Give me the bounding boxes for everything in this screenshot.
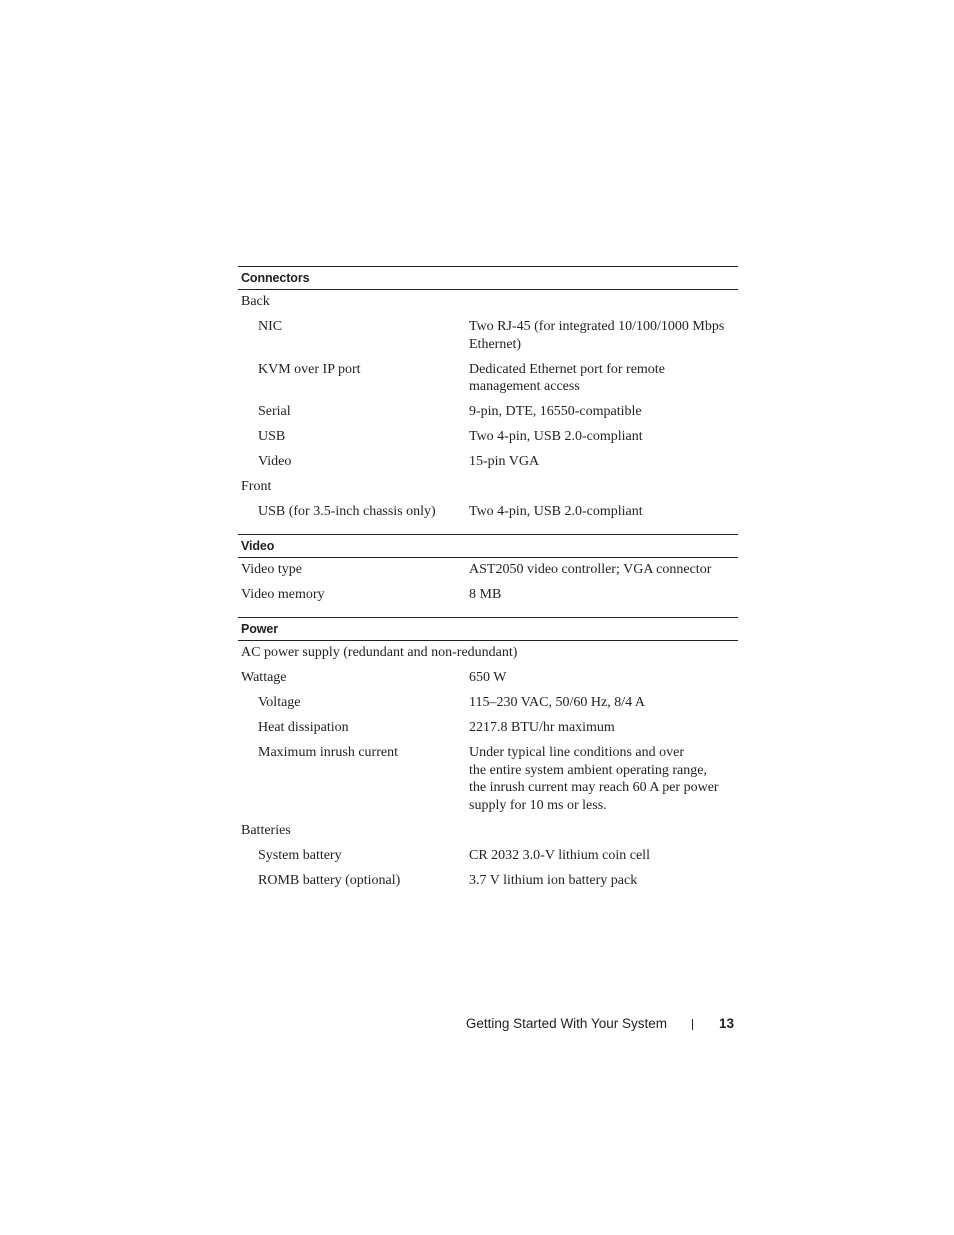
table-row	[238, 869, 738, 894]
connectors-section	[238, 266, 738, 525]
spec-value: 3.7 V lithium ion battery pack	[469, 872, 638, 888]
table-row	[238, 666, 738, 691]
spec-label: Voltage	[258, 695, 301, 710]
spec-value: 115–230 VAC, 50/60 Hz, 8/4 A	[469, 695, 645, 710]
spec-value: CR 2032 3.0-V lithium coin cell	[469, 847, 650, 863]
spec-value: 15-pin VGA	[469, 454, 540, 469]
connectors-header: Connectors	[238, 266, 738, 290]
spec-value: 8 MB	[469, 587, 502, 602]
spec-label: System battery	[258, 847, 342, 863]
table-row	[238, 315, 738, 358]
ac-power-group-row	[238, 641, 738, 666]
table-row	[238, 691, 738, 716]
table-row	[238, 741, 738, 819]
spec-label: Video type	[241, 562, 302, 577]
spec-value: 9-pin, DTE, 16550-compatible	[469, 404, 642, 419]
page-number: 13	[719, 1016, 735, 1031]
power-header: Power	[238, 617, 738, 641]
spec-label: Serial	[258, 404, 291, 419]
front-group-label: Front	[241, 479, 272, 494]
video-header: Video	[238, 534, 738, 558]
table-row	[238, 500, 738, 525]
spec-label: Wattage	[241, 670, 287, 685]
spec-label: USB	[258, 429, 286, 444]
table-row	[238, 425, 738, 450]
spec-value: Two RJ-45 (for integrated 10/100/1000 Mbps Ethernet)	[469, 319, 725, 352]
table-row	[238, 583, 738, 608]
spec-label: NIC	[258, 319, 283, 334]
video-section	[238, 534, 738, 608]
spec-value: AST2050 video controller; VGA connector	[469, 562, 712, 577]
spec-label: Video	[258, 454, 292, 469]
spec-label: KVM over IP port	[258, 361, 361, 377]
table-row	[238, 844, 738, 869]
batteries-group-row	[238, 819, 738, 844]
spec-value: Two 4-pin, USB 2.0-compliant	[469, 429, 643, 444]
spec-label: Video memory	[241, 587, 325, 602]
table-row	[238, 358, 738, 401]
spec-value: 2217.8 BTU/hr maximum	[469, 720, 615, 735]
front-group-row	[238, 475, 738, 500]
table-row	[238, 400, 738, 425]
back-group-row	[238, 290, 738, 315]
back-group-label: Back	[241, 294, 270, 309]
spec-label: ROMB battery (optional)	[258, 872, 401, 888]
ac-power-group-label: AC power supply (redundant and non-redundant)	[241, 645, 518, 660]
spec-table	[238, 266, 738, 903]
spec-value: Under typical line conditions and over the entire system ambient operating range, the inrush current may reach 60 A per power supply for 10 ms or less.	[469, 745, 719, 813]
table-row	[238, 716, 738, 741]
footer-divider	[692, 1019, 693, 1030]
spec-value: 650 W	[469, 670, 507, 685]
spec-label: USB (for 3.5-inch chassis only)	[258, 504, 436, 519]
table-row	[238, 450, 738, 475]
spec-label: Heat dissipation	[258, 720, 349, 735]
power-section	[238, 617, 738, 894]
spec-value: Two 4-pin, USB 2.0-compliant	[469, 504, 643, 519]
table-row	[238, 558, 738, 583]
footer-title: Getting Started With Your System	[465, 1016, 667, 1031]
batteries-group-label: Batteries	[241, 822, 291, 838]
spec-value: Dedicated Ethernet port for remote management access	[469, 361, 665, 394]
spec-label: Maximum inrush current	[258, 745, 398, 760]
